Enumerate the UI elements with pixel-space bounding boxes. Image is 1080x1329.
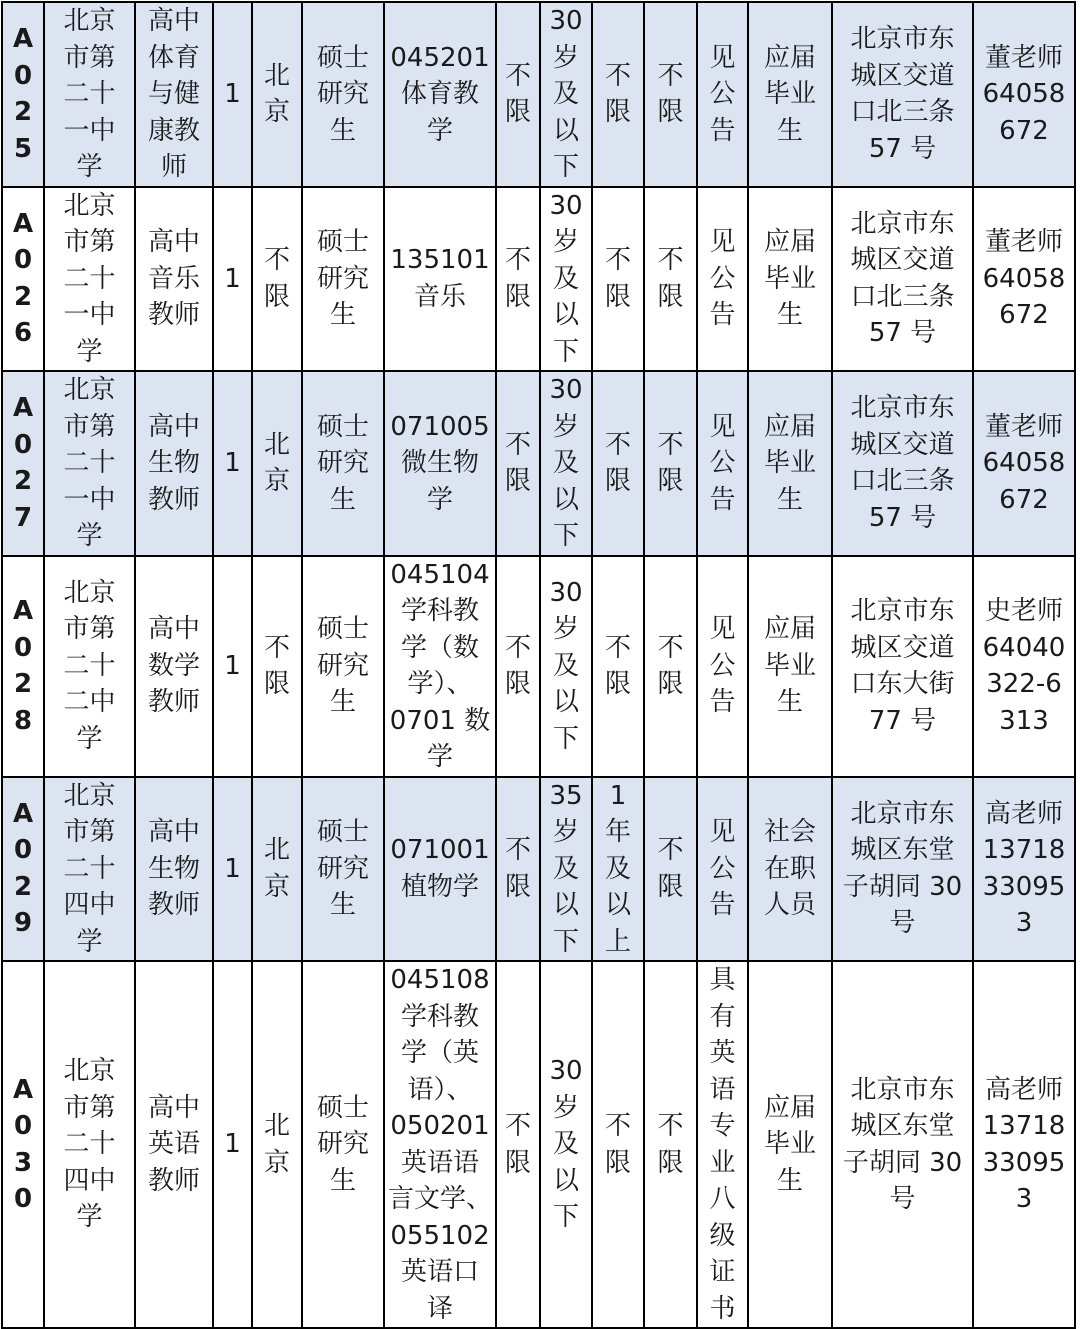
address-cell: 北京市东 城区东堂 子胡同 30 号: [832, 961, 973, 1328]
hiring-count-cell: 1: [213, 556, 252, 777]
hukou-requirement-cell: 北 京: [252, 777, 302, 962]
job-code-cell: A 0 2 5: [2, 2, 44, 187]
other-requirement-cell: 见 公 告: [697, 777, 748, 962]
age-requirement-cell: 35 岁 及 以 下: [540, 777, 592, 962]
title-requirement-cell: 不 限: [644, 777, 697, 962]
degree-requirement-cell: 不 限: [496, 961, 540, 1328]
major-requirement-cell: 045201 体育教 学: [384, 2, 496, 187]
degree-requirement-cell: 不 限: [496, 2, 540, 187]
position-name-cell: 高中 生物 教师: [135, 777, 213, 962]
applicant-source-cell: 应届 毕业 生: [748, 961, 832, 1328]
hiring-count-cell: 1: [213, 777, 252, 962]
job-code-cell: A 0 2 8: [2, 556, 44, 777]
age-requirement-cell: 30 岁 及 以 下: [540, 371, 592, 556]
hiring-count-cell: 1: [213, 371, 252, 556]
applicant-source-cell: 应届 毕业 生: [748, 187, 832, 372]
school-name-cell: 北京 市第 二十 一中 学: [44, 2, 135, 187]
experience-requirement-cell: 不 限: [592, 2, 644, 187]
address-cell: 北京市东 城区交道 口东大街 77 号: [832, 556, 973, 777]
title-requirement-cell: 不 限: [644, 2, 697, 187]
address-cell: 北京市东 城区东堂 子胡同 30 号: [832, 777, 973, 962]
school-name-cell: 北京 市第 二十 二中 学: [44, 556, 135, 777]
position-name-cell: 高中 体育 与健 康教 师: [135, 2, 213, 187]
experience-requirement-cell: 不 限: [592, 961, 644, 1328]
age-requirement-cell: 30 岁 及 以 下: [540, 556, 592, 777]
school-name-cell: 北京 市第 二十 四中 学: [44, 777, 135, 962]
table-row: [2, 2, 1075, 187]
recruitment-table: [1, 1, 1076, 1329]
hiring-count-cell: 1: [213, 2, 252, 187]
school-name-cell: 北京 市第 二十 一中 学: [44, 187, 135, 372]
contact-cell: 董老师 64058 672: [973, 187, 1075, 372]
education-requirement-cell: 硕士 研究 生: [302, 371, 384, 556]
age-requirement-cell: 30 岁 及 以 下: [540, 2, 592, 187]
applicant-source-cell: 社会 在职 人员: [748, 777, 832, 962]
address-cell: 北京市东 城区交道 口北三条 57 号: [832, 371, 973, 556]
hukou-requirement-cell: 不 限: [252, 187, 302, 372]
major-requirement-cell: 135101 音乐: [384, 187, 496, 372]
contact-cell: 史老师 64040 322-6 313: [973, 556, 1075, 777]
other-requirement-cell: 见 公 告: [697, 187, 748, 372]
position-name-cell: 高中 英语 教师: [135, 961, 213, 1328]
major-requirement-cell: 071001 植物学: [384, 777, 496, 962]
applicant-source-cell: 应届 毕业 生: [748, 371, 832, 556]
major-requirement-cell: 045104 学科教 学（数 学）、 0701 数 学: [384, 556, 496, 777]
education-requirement-cell: 硕士 研究 生: [302, 2, 384, 187]
experience-requirement-cell: 不 限: [592, 556, 644, 777]
degree-requirement-cell: 不 限: [496, 187, 540, 372]
job-code-cell: A 0 2 7: [2, 371, 44, 556]
table-row: [2, 777, 1075, 962]
contact-cell: 董老师 64058 672: [973, 2, 1075, 187]
contact-cell: 董老师 64058 672: [973, 371, 1075, 556]
table-row: [2, 961, 1075, 1328]
table-row: [2, 187, 1075, 372]
age-requirement-cell: 30 岁 及 以 下: [540, 187, 592, 372]
degree-requirement-cell: 不 限: [496, 371, 540, 556]
applicant-source-cell: 应届 毕业 生: [748, 556, 832, 777]
experience-requirement-cell: 1 年 及 以 上: [592, 777, 644, 962]
experience-requirement-cell: 不 限: [592, 371, 644, 556]
experience-requirement-cell: 不 限: [592, 187, 644, 372]
school-name-cell: 北京 市第 二十 四中 学: [44, 961, 135, 1328]
education-requirement-cell: 硕士 研究 生: [302, 961, 384, 1328]
table-row: [2, 371, 1075, 556]
hukou-requirement-cell: 北 京: [252, 961, 302, 1328]
contact-cell: 高老师 13718 33095 3: [973, 777, 1075, 962]
other-requirement-cell: 见 公 告: [697, 556, 748, 777]
hukou-requirement-cell: 北 京: [252, 2, 302, 187]
contact-cell: 高老师 13718 33095 3: [973, 961, 1075, 1328]
other-requirement-cell: 见 公 告: [697, 2, 748, 187]
age-requirement-cell: 30 岁 及 以 下: [540, 961, 592, 1328]
major-requirement-cell: 071005 微生物 学: [384, 371, 496, 556]
position-name-cell: 高中 音乐 教师: [135, 187, 213, 372]
education-requirement-cell: 硕士 研究 生: [302, 187, 384, 372]
job-code-cell: A 0 3 0: [2, 961, 44, 1328]
other-requirement-cell: 见 公 告: [697, 371, 748, 556]
hukou-requirement-cell: 不 限: [252, 556, 302, 777]
hukou-requirement-cell: 北 京: [252, 371, 302, 556]
title-requirement-cell: 不 限: [644, 187, 697, 372]
title-requirement-cell: 不 限: [644, 961, 697, 1328]
job-code-cell: A 0 2 9: [2, 777, 44, 962]
job-code-cell: A 0 2 6: [2, 187, 44, 372]
hiring-count-cell: 1: [213, 187, 252, 372]
title-requirement-cell: 不 限: [644, 556, 697, 777]
table-row: [2, 556, 1075, 777]
applicant-source-cell: 应届 毕业 生: [748, 2, 832, 187]
major-requirement-cell: 045108 学科教 学（英 语）、 050201 英语语 言文学、 055102 英语口 译: [384, 961, 496, 1328]
education-requirement-cell: 硕士 研究 生: [302, 556, 384, 777]
position-name-cell: 高中 数学 教师: [135, 556, 213, 777]
degree-requirement-cell: 不 限: [496, 777, 540, 962]
hiring-count-cell: 1: [213, 961, 252, 1328]
address-cell: 北京市东 城区交道 口北三条 57 号: [832, 2, 973, 187]
school-name-cell: 北京 市第 二十 一中 学: [44, 371, 135, 556]
address-cell: 北京市东 城区交道 口北三条 57 号: [832, 187, 973, 372]
title-requirement-cell: 不 限: [644, 371, 697, 556]
education-requirement-cell: 硕士 研究 生: [302, 777, 384, 962]
degree-requirement-cell: 不 限: [496, 556, 540, 777]
position-name-cell: 高中 生物 教师: [135, 371, 213, 556]
other-requirement-cell: 具 有 英 语 专 业 八 级 证 书: [697, 961, 748, 1328]
